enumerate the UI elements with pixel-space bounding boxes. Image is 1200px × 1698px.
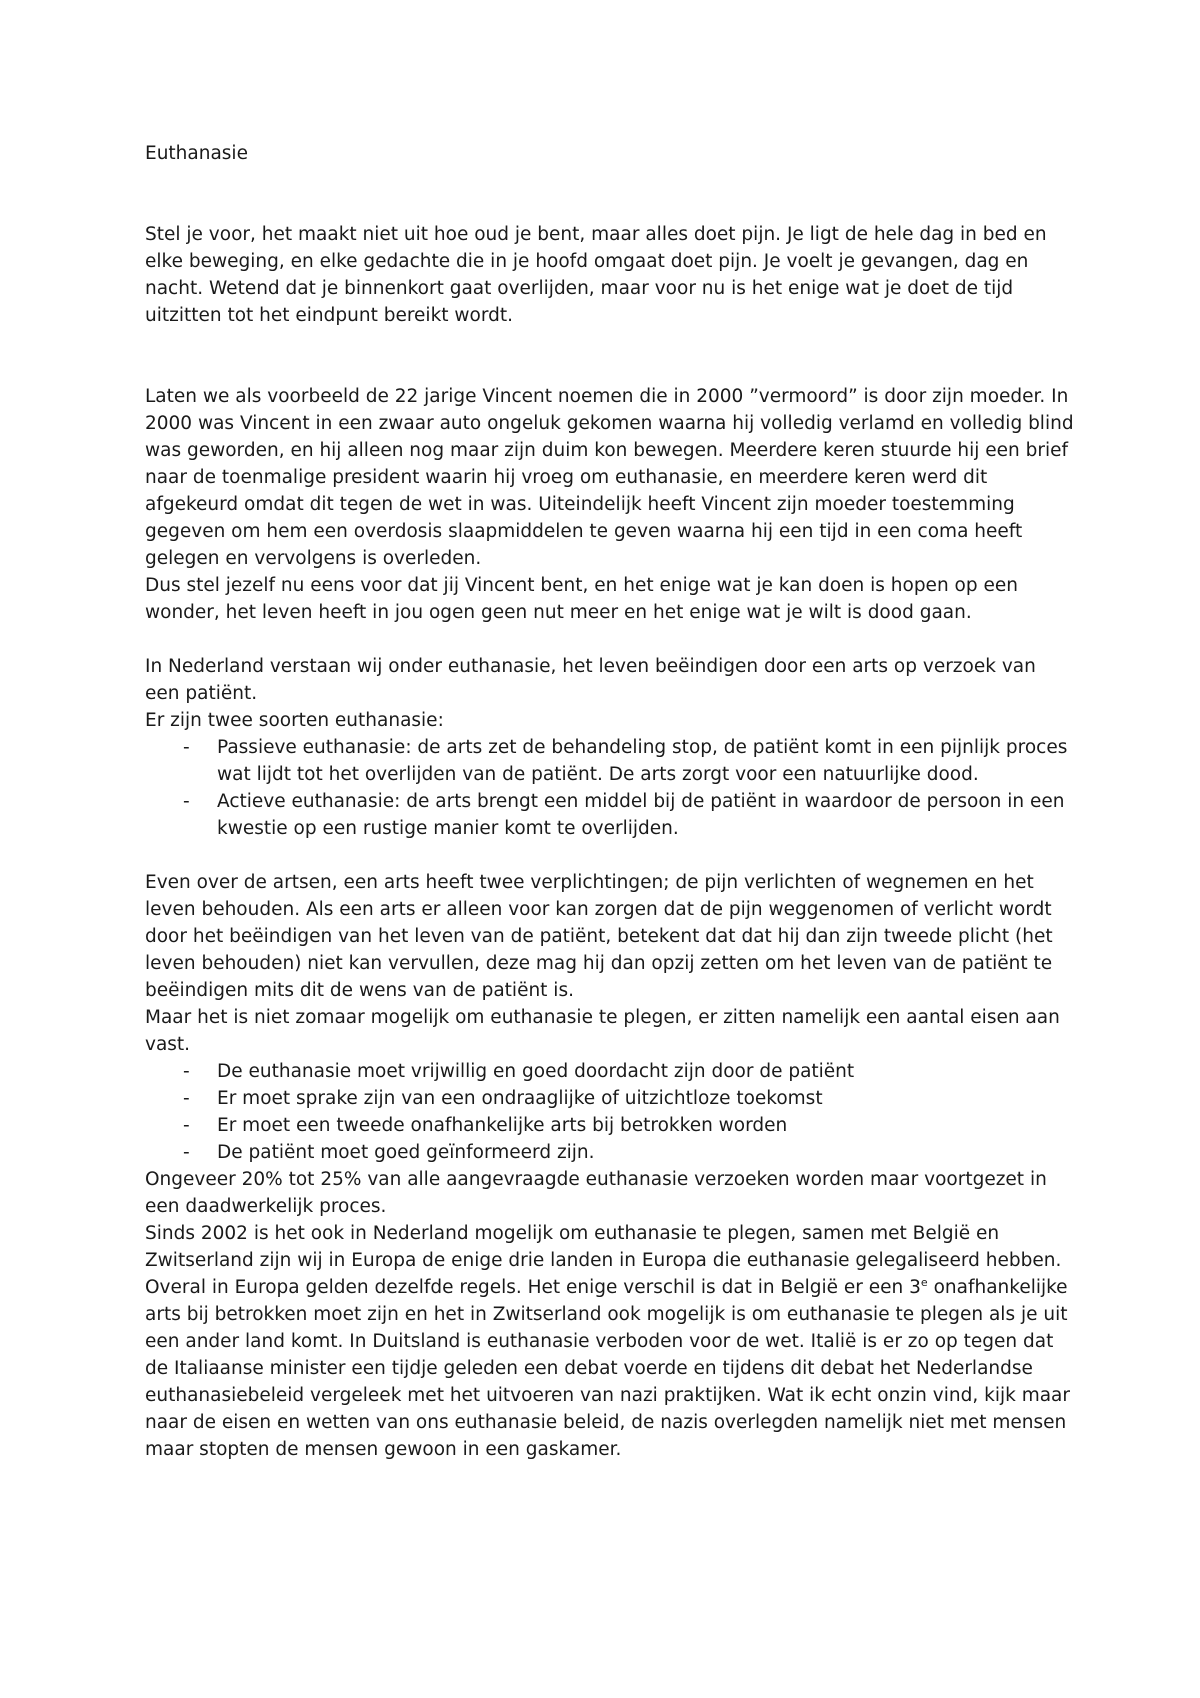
dash-bullet: - — [183, 1088, 190, 1109]
list-item — [145, 1058, 1075, 1085]
document-page — [145, 140, 1075, 1463]
types-list — [145, 734, 1075, 842]
paragraph-requirements-intro: Maar het is niet zomaar mogelijk om euthanasie te plegen, er zitten namelijk een aantal eisen aan vast. — [145, 1007, 1060, 1055]
list-item-text: De euthanasie moet vrijwillig en goed doordacht zijn door de patiënt — [217, 1061, 855, 1082]
paragraph-definition: In Nederland verstaan wij onder euthanasie, het leven beëindigen door een arts op verzoek van een patiënt. — [145, 656, 1036, 704]
paragraph-doctors: Even over de artsen, een arts heeft twee verplichtingen; de pijn verlichten of wegnemen en het leven behouden. Als een arts er alleen voor kan zorgen dat de pijn weggenomen of verlicht wordt door het beëindigen van het leven van de patiënt, betekent dat dat hij dan zijn tweede plicht (het leven behouden) niet kan vervullen, deze mag hij dan opzij zetten om het leven van de patiënt te beëindigen mits dit de wens van de patiënt is. — [145, 872, 1053, 1001]
list-item — [145, 1085, 1075, 1112]
ordinal-superscript: e — [920, 1275, 928, 1289]
document-title: Euthanasie — [145, 143, 248, 164]
dash-bullet: - — [183, 737, 190, 758]
dash-bullet: - — [183, 1142, 190, 1163]
paragraph-vincent: Laten we als voorbeeld de 22 jarige Vincent noemen die in 2000 ”vermoord” is door zijn moeder. In 2000 was Vincent in een zwaar auto ongeluk gekomen waarna hij volledig verlamd en volledig blind was geworden, en hij alleen nog maar zijn duim kon bewegen. Meerdere keren stuurde hij een brief naar de toenmalige president waarin hij vroeg om euthanasie, en meerdere keren werd dit afgekeurd omdat dit tegen de wet in was. Uiteindelijk heeft Vincent zijn moeder toestemming gegeven om hem een overdosis slaapmiddelen te geven waarna hij een tijd in een coma heeft gelegen en vervolgens is overleden. — [145, 386, 1074, 569]
list-item — [145, 734, 1075, 788]
list-item-text: Er moet sprake zijn van een ondraaglijke of uitzichtloze toekomst — [217, 1088, 823, 1109]
paragraph-statistics: Ongeveer 20% tot 25% van alle aangevraagde euthanasie verzoeken worden maar voortgezet in een daadwerkelijk proces. — [145, 1169, 1047, 1217]
paragraph-europe — [145, 1274, 1075, 1463]
list-item — [145, 788, 1075, 842]
list-item-text: Actieve euthanasie: de arts brengt een middel bij de patiënt in waardoor de persoon in een kwestie op een rustige manier komt te overlijden. — [217, 791, 1065, 839]
dash-bullet: - — [183, 1061, 190, 1082]
paragraph-europe-part1: Overal in Europa gelden dezelfde regels. Het enige verschil is dat in België er een 3 — [145, 1277, 921, 1298]
list-item-text: Passieve euthanasie: de arts zet de behandeling stop, de patiënt komt in een pijnlijk proces wat lijdt tot het overlijden van de patiënt. De arts zorgt voor een natuurlijke dood. — [217, 737, 1068, 785]
list-item — [145, 1139, 1075, 1166]
paragraph-intro: Stel je voor, het maakt niet uit hoe oud je bent, maar alles doet pijn. Je ligt de hele dag in bed en elke beweging, en elke gedachte die in je hoofd omgaat doet pijn. Je voelt je gevangen, dag en nacht. Wetend dat je binnenkort gaat overlijden, maar voor nu is het enige wat je doet de tijd uitzitten tot het eindpunt bereikt wordt. — [145, 224, 1047, 326]
dash-bullet: - — [183, 791, 190, 812]
list-item-text: De patiënt moet goed geïnformeerd zijn. — [217, 1142, 595, 1163]
requirements-list — [145, 1058, 1075, 1166]
paragraph-europe-part2: onafhankelijke arts bij betrokken moet zijn en het in Zwitserland ook mogelijk is om euthanasie te plegen als je uit een ander land komt. In Duitsland is euthanasie verboden voor de wet. Italië is er zo op tegen dat de Italiaanse minister een tijdje geleden een debat voerde en tijdens dit debat het Nederlandse euthanasiebeleid vergeleek met het uitvoeren van nazi praktijken. Wat ik echt onzin vind, kijk maar naar de eisen en wetten van ons euthanasie beleid, de nazis overlegden namelijk niet met mensen maar stopten de mensen gewoon in een gaskamer. — [145, 1277, 1070, 1460]
dash-bullet: - — [183, 1115, 190, 1136]
paragraph-legalisation: Sinds 2002 is het ook in Nederland mogelijk om euthanasie te plegen, samen met België en Zwitserland zijn wij in Europa de enige drie landen in Europa die euthanasie gelegaliseerd hebben. — [145, 1223, 1062, 1271]
paragraph-types-intro: Er zijn twee soorten euthanasie: — [145, 710, 444, 731]
list-item — [145, 1112, 1075, 1139]
list-item-text: Er moet een tweede onafhankelijke arts bij betrokken worden — [217, 1115, 788, 1136]
paragraph-imagine: Dus stel jezelf nu eens voor dat jij Vincent bent, en het enige wat je kan doen is hopen op een wonder, het leven heeft in jou ogen geen nut meer en het enige wat je wilt is dood gaan. — [145, 575, 1018, 623]
